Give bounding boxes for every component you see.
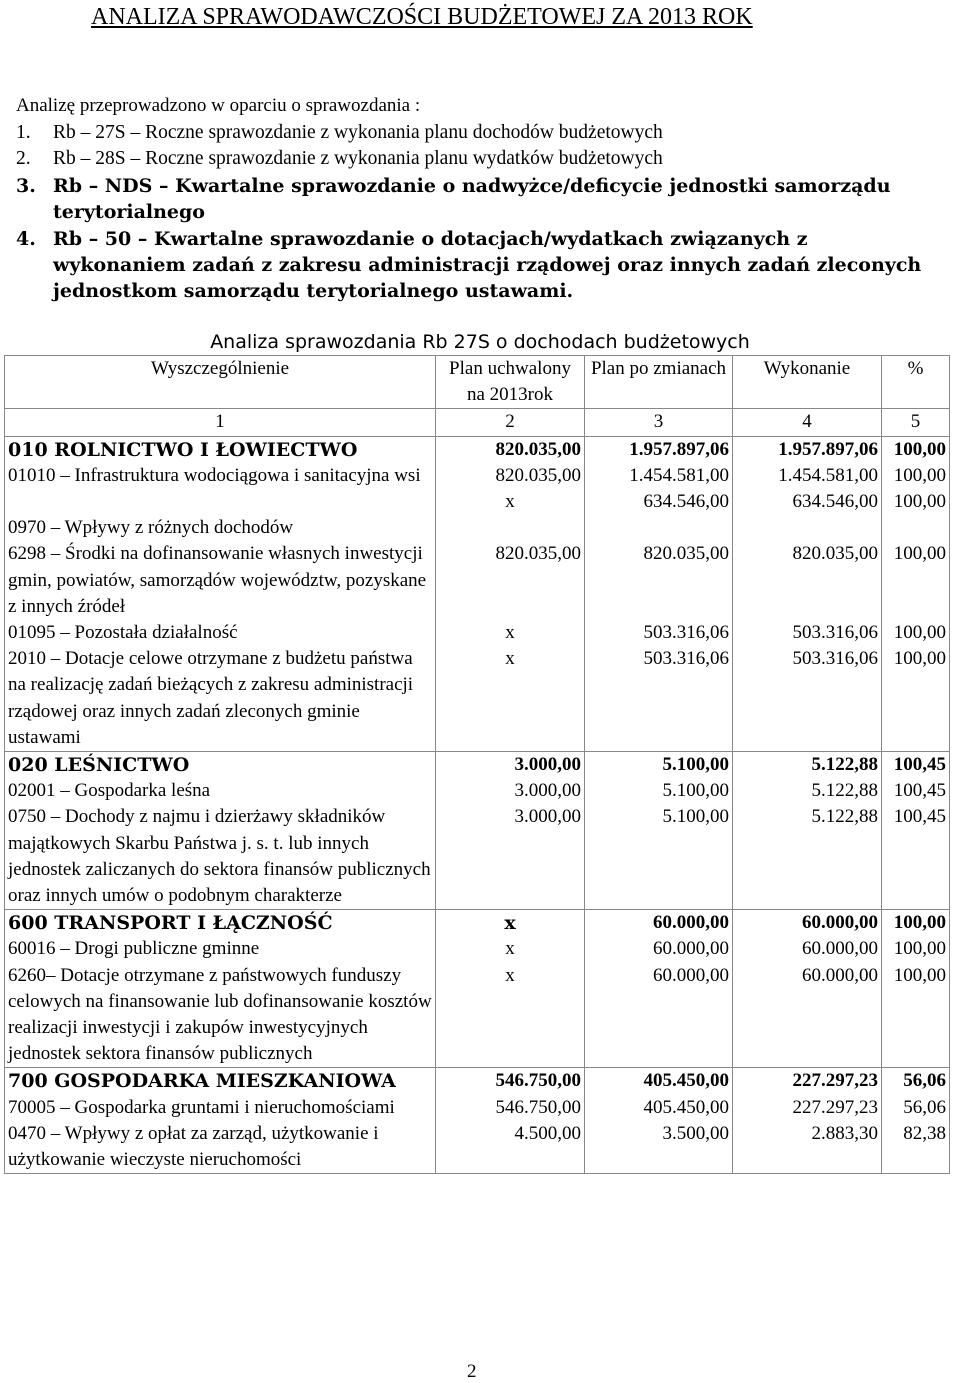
intro-text: Analizę przeprowadzono w oparciu o sprawozdania : <box>16 95 421 116</box>
header-cell: % <box>882 356 950 409</box>
plan-value <box>436 515 585 541</box>
execution-value: 503.316,06 <box>733 620 882 646</box>
table-row <box>5 489 950 515</box>
plan-value: x <box>436 620 585 646</box>
table-row <box>5 463 950 489</box>
row-label: 0970 – Wpływy z różnych dochodów <box>5 515 436 541</box>
column-number: 5 <box>882 409 950 436</box>
percent-value: 100,00 <box>882 646 950 751</box>
percent-value: 100,00 <box>882 436 950 463</box>
plan-after-value: 405.450,00 <box>585 1068 733 1095</box>
plan-value: 546.750,00 <box>436 1095 585 1121</box>
column-number: 1 <box>5 409 436 436</box>
column-number-row <box>5 409 950 436</box>
row-label: 01010 – Infrastruktura wodociągowa i sanitacyjna wsi <box>5 463 436 489</box>
plan-value: 546.750,00 <box>436 1068 585 1095</box>
plan-value: x <box>436 936 585 962</box>
table-row <box>5 620 950 646</box>
plan-value: 820.035,00 <box>436 436 585 463</box>
plan-after-value: 5.100,00 <box>585 752 733 779</box>
income-table <box>4 355 950 1174</box>
table-row <box>5 541 950 620</box>
plan-value: 3.000,00 <box>436 804 585 909</box>
execution-value: 5.122,88 <box>733 804 882 909</box>
percent-value: 100,00 <box>882 910 950 937</box>
report-number: 4. <box>16 227 36 250</box>
row-label: 600 TRANSPORT I ŁĄCZNOŚĆ <box>5 910 436 937</box>
execution-value: 227.297,23 <box>733 1095 882 1121</box>
execution-value: 503.316,06 <box>733 646 882 751</box>
execution-value: 60.000,00 <box>733 936 882 962</box>
percent-value: 100,00 <box>882 463 950 489</box>
header-cell: Plan po zmianach <box>585 356 733 409</box>
plan-value: 3.000,00 <box>436 752 585 779</box>
percent-value: 100,45 <box>882 778 950 804</box>
execution-value: 1.454.581,00 <box>733 463 882 489</box>
plan-value: x <box>436 646 585 751</box>
execution-value: 634.546,00 <box>733 489 882 515</box>
table-caption: Analiza sprawozdania Rb 27S o dochodach budżetowych <box>210 331 750 353</box>
table-row <box>5 963 950 1068</box>
report-text: Rb – 27S – Roczne sprawozdanie z wykonania planu dochodów budżetowych <box>53 122 663 143</box>
report-number: 1. <box>16 122 31 143</box>
row-label: 70005 – Gospodarka gruntami i nieruchomościami <box>5 1095 436 1121</box>
plan-after-value: 405.450,00 <box>585 1095 733 1121</box>
report-item <box>16 120 946 146</box>
table-row <box>5 1095 950 1121</box>
row-label: 010 ROLNICTWO I ŁOWIECTWO <box>5 436 436 463</box>
report-item <box>16 226 946 305</box>
plan-after-value: 634.546,00 <box>585 489 733 515</box>
execution-value: 2.883,30 <box>733 1121 882 1174</box>
percent-value: 100,00 <box>882 541 950 620</box>
row-label: 6260– Dotacje otrzymane z państwowych funduszy celowych na finansowanie lub dofinansowanie kosztów realizacji inwestycji i zakupów inwestycyjnych jednostek sektora finansów publicznych <box>5 963 436 1068</box>
row-label: 0750 – Dochody z najmu i dzierżawy składników majątkowych Skarbu Państwa j. s. t. lub innych jednostek zaliczanych do sektora finansów publicznych oraz innych umów o podobnym charakterze <box>5 804 436 909</box>
page-number: 2 <box>467 1361 477 1382</box>
execution-value: 1.957.897,06 <box>733 436 882 463</box>
report-text: Rb – 50 – Kwartalne sprawozdanie o dotacjach/wydatkach związanych z wykonaniem zadań z zakresu administracji rządowej oraz innych zadań zleconych jednostkom samorządu terytorialnego ustawami. <box>53 227 922 303</box>
percent-value: 100,45 <box>882 752 950 779</box>
plan-after-value: 1.957.897,06 <box>585 436 733 463</box>
report-text: Rb – NDS – Kwartalne sprawozdanie o nadwyżce/deficycie jednostki samorządu terytorialnego <box>53 174 891 224</box>
plan-after-value: 60.000,00 <box>585 963 733 1068</box>
document-title: ANALIZA SPRAWODAWCZOŚCI BUDŻETOWEJ ZA 2013 ROK <box>91 4 753 30</box>
report-item <box>16 146 946 172</box>
section-row <box>5 910 950 937</box>
report-number: 3. <box>16 174 36 197</box>
execution-value: 5.122,88 <box>733 752 882 779</box>
table-row <box>5 646 950 751</box>
table-row <box>5 1121 950 1174</box>
plan-after-value: 60.000,00 <box>585 936 733 962</box>
percent-value: 100,00 <box>882 963 950 1068</box>
percent-value: 56,06 <box>882 1095 950 1121</box>
report-item <box>16 173 946 226</box>
plan-value: x <box>436 963 585 1068</box>
row-label <box>5 489 436 515</box>
table-row <box>5 936 950 962</box>
table-row <box>5 515 950 541</box>
section-row <box>5 1068 950 1095</box>
plan-value: 3.000,00 <box>436 778 585 804</box>
plan-value: 820.035,00 <box>436 541 585 620</box>
table-row <box>5 778 950 804</box>
plan-after-value <box>585 515 733 541</box>
plan-value: 4.500,00 <box>436 1121 585 1174</box>
row-label: 02001 – Gospodarka leśna <box>5 778 436 804</box>
execution-value <box>733 515 882 541</box>
execution-value: 5.122,88 <box>733 778 882 804</box>
execution-value: 820.035,00 <box>733 541 882 620</box>
plan-after-value: 3.500,00 <box>585 1121 733 1174</box>
plan-value: x <box>436 910 585 937</box>
header-cell: Wyszczególnienie <box>5 356 436 409</box>
percent-value: 82,38 <box>882 1121 950 1174</box>
percent-value: 56,06 <box>882 1068 950 1095</box>
execution-value: 60.000,00 <box>733 910 882 937</box>
column-number: 4 <box>733 409 882 436</box>
table-row <box>5 804 950 909</box>
plan-after-value: 820.035,00 <box>585 541 733 620</box>
row-label: 2010 – Dotacje celowe otrzymane z budżetu państwa na realizację zadań bieżących z zakresu administracji rządowej oraz innych zadań zleconych gminie ustawami <box>5 646 436 751</box>
report-number: 2. <box>16 148 31 170</box>
row-label: 60016 – Drogi publiczne gminne <box>5 936 436 962</box>
column-number: 3 <box>585 409 733 436</box>
section-row <box>5 752 950 779</box>
row-label: 020 LEŚNICTWO <box>5 752 436 779</box>
execution-value: 227.297,23 <box>733 1068 882 1095</box>
percent-value: 100,45 <box>882 804 950 909</box>
plan-after-value: 5.100,00 <box>585 804 733 909</box>
row-label: 01095 – Pozostała działalność <box>5 620 436 646</box>
reports-list <box>16 120 946 305</box>
execution-value: 60.000,00 <box>733 963 882 1068</box>
column-number: 2 <box>436 409 585 436</box>
row-label: 700 GOSPODARKA MIESZKANIOWA <box>5 1068 436 1095</box>
report-text: Rb – 28S – Roczne sprawozdanie z wykonania planu wydatków budżetowych <box>53 148 663 170</box>
plan-after-value: 503.316,06 <box>585 646 733 751</box>
percent-value: 100,00 <box>882 936 950 962</box>
header-cell: Wykonanie <box>733 356 882 409</box>
section-row <box>5 436 950 463</box>
percent-value: 100,00 <box>882 489 950 515</box>
plan-after-value: 60.000,00 <box>585 910 733 937</box>
percent-value: 100,00 <box>882 620 950 646</box>
plan-after-value: 1.454.581,00 <box>585 463 733 489</box>
header-row <box>5 356 950 409</box>
plan-value: x <box>436 489 585 515</box>
percent-value <box>882 515 950 541</box>
plan-after-value: 5.100,00 <box>585 778 733 804</box>
row-label: 0470 – Wpływy z opłat za zarząd, użytkowanie i użytkowanie wieczyste nieruchomości <box>5 1121 436 1174</box>
plan-value: 820.035,00 <box>436 463 585 489</box>
header-cell: Plan uchwalony na 2013rok <box>436 356 585 409</box>
plan-after-value: 503.316,06 <box>585 620 733 646</box>
row-label: 6298 – Środki na dofinansowanie własnych inwestycji gmin, powiatów, samorządów województw, pozyskane z innych źródeł <box>5 541 436 620</box>
